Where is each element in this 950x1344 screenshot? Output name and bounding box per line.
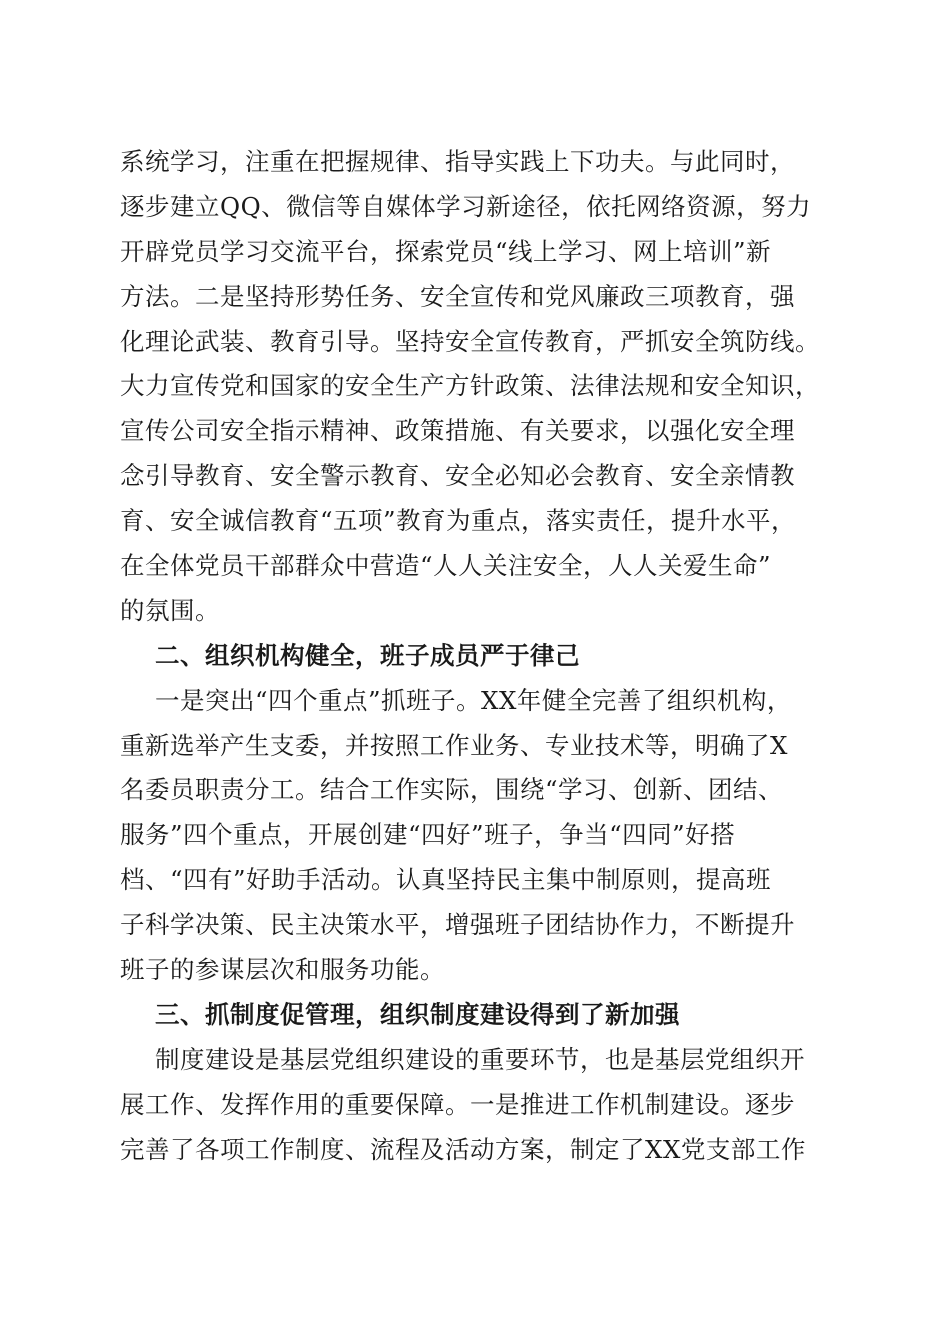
paragraph-line: 宣传公司安全指示精神、政策措施、有关要求，以强化安全理 <box>120 416 795 446</box>
paragraph-1 <box>120 140 840 634</box>
paragraph-line: 班子的参谋层次和服务功能。 <box>120 955 445 985</box>
paragraph-line: 名委员职责分工。结合工作实际，围绕“学习、创新、团结、 <box>120 775 784 805</box>
paragraph-line: 在全体党员干部群众中营造“人人关注安全，人人关爱生命” <box>120 551 772 581</box>
paragraph-line: 系统学习，注重在把握规律、指导实践上下功夫。与此同时， <box>120 147 795 176</box>
document-body <box>120 140 840 1172</box>
paragraph-line: 开辟党员学习交流平台，探索党员“线上学习、网上培训”新 <box>120 236 772 266</box>
paragraph-line: 完善了各项工作制度、流程及活动方案，制定了XX党支部工作 <box>120 1134 806 1164</box>
paragraph-line: 方法。二是坚持形势任务、安全宣传和党风廉政三项教育，强 <box>120 281 795 311</box>
paragraph-line: 育、安全诚信教育“五项”教育为重点，落实责任，提升水平， <box>120 506 797 536</box>
paragraph-line: 重新选举产生支委，并按照工作业务、专业技术等，明确了X <box>120 730 788 760</box>
paragraph-2 <box>120 679 840 993</box>
paragraph-line: 逐步建立QQ、微信等自媒体学习新途径，依托网络资源，努力 <box>120 191 812 221</box>
paragraph-line: 的氛围。 <box>120 595 220 625</box>
paragraph-3 <box>120 1038 840 1173</box>
paragraph-line: 制度建设是基层党组织建设的重要环节，也是基层党组织开 <box>155 1044 805 1074</box>
paragraph-line: 展工作、发挥作用的重要保障。一是推进工作机制建设。逐步 <box>120 1089 795 1119</box>
paragraph-line: 档、“四有”好助手活动。认真坚持民主集中制原则，提高班 <box>120 865 772 895</box>
paragraph-line: 大力宣传党和国家的安全生产方针政策、法律法规和安全知识， <box>120 371 820 401</box>
paragraph-line: 念引导教育、安全警示教育、安全必知必会教育、安全亲情教 <box>120 461 795 491</box>
paragraph-line: 子科学决策、民主决策水平，增强班子团结协作力，不断提升 <box>120 910 795 940</box>
paragraph-line: 服务”四个重点，开展创建“四好”班子，争当“四同”好搭 <box>120 820 736 850</box>
section-heading-3: 三、抓制度促管理，组织制度建设得到了新加强 <box>155 999 680 1029</box>
paragraph-line: 一是突出“四个重点”抓班子。XX年健全完善了组织机构， <box>155 685 792 715</box>
section-heading-2: 二、组织机构健全，班子成员严于律己 <box>155 640 580 670</box>
paragraph-line: 化理论武装、教育引导。坚持安全宣传教育，严抓安全筑防线。 <box>120 326 820 356</box>
